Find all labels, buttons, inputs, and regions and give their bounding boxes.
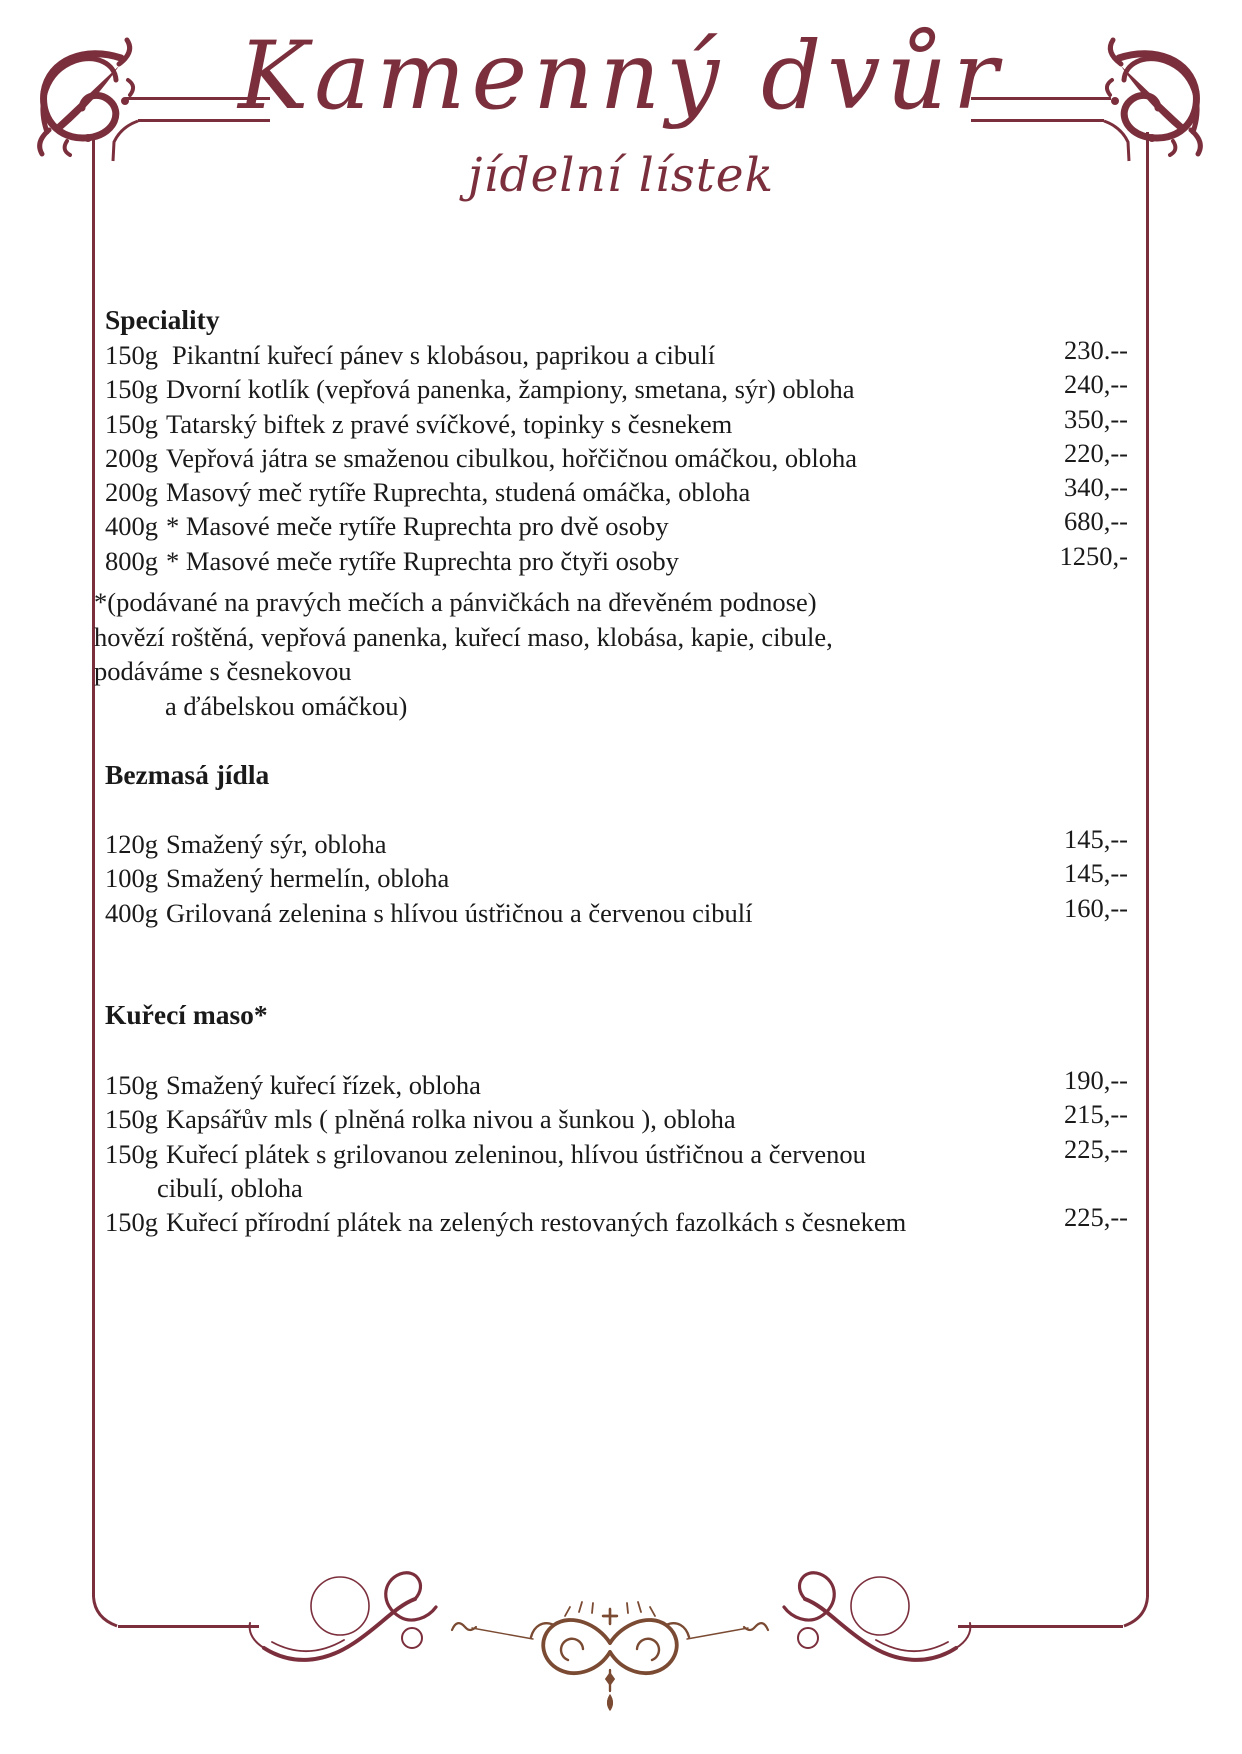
menu-item-row [92, 1099, 1136, 1136]
item-weight: 150g [105, 1104, 158, 1135]
menu-item-row [92, 858, 1136, 895]
item-name: Grilovaná zelenina s hlívou ústřičnou a červenou cibulí [166, 897, 753, 928]
item-weight: 150g [105, 1138, 158, 1169]
menu-item-row [92, 892, 1136, 930]
menu-item-row [92, 472, 1136, 509]
item-price: 680,-- [1063, 506, 1128, 537]
item-weight: 150g [105, 1207, 158, 1238]
section-heading: Kuřecí maso* [105, 999, 268, 1030]
restaurant-title: Kamenný dvůr [238, 22, 1004, 131]
item-weight: 150g [105, 340, 158, 370]
menu-item-row [92, 1133, 1136, 1171]
item-price: 225,-- [1063, 1133, 1128, 1164]
item-weight: 200g [105, 442, 158, 473]
menu-item-row [92, 824, 1136, 861]
menu-item-row [92, 540, 1136, 578]
bottom-flourish-left [250, 1573, 617, 1711]
note-line: *(podávané na pravých mečích a pánvičkách na dřevěném podnose) [94, 587, 817, 618]
section-bezmasa-jidla [92, 757, 1136, 930]
item-list [92, 1065, 1136, 1239]
menu-item-row [92, 335, 1136, 372]
item-name: Kuřecí přírodní plátek na zelených restovaných fazolkách s česnekem [166, 1207, 907, 1238]
item-name: Smažený sýr, obloha [166, 829, 387, 859]
item-price: 220,-- [1063, 437, 1128, 468]
item-price: 240,-- [1063, 369, 1128, 400]
section-kureci-maso [92, 997, 1136, 1239]
item-list [92, 824, 1136, 930]
menu-item-row [92, 506, 1136, 543]
section-notes [92, 585, 1136, 723]
note-line: a ďábelskou omáčkou) [165, 690, 408, 721]
item-weight: 400g [105, 511, 158, 542]
item-name-continuation: cibulí, obloha [157, 1172, 303, 1203]
menu-item-row [92, 369, 1136, 406]
menu-item-row [92, 1065, 1136, 1102]
item-weight: 200g [105, 477, 158, 508]
item-price: 230.-- [1063, 335, 1128, 365]
item-price: 340,-- [1063, 472, 1128, 503]
item-price: 160,-- [1063, 892, 1128, 923]
item-name: Pikantní kuřecí pánev s klobásou, paprikou a cibulí [172, 340, 716, 370]
item-weight: 800g [105, 545, 158, 576]
menu-item-row [92, 403, 1136, 441]
item-name: * Masové meče rytíře Ruprechta pro čtyři osoby [166, 545, 679, 576]
note-line: podáváme s česnekovou [94, 656, 352, 687]
item-price: 215,-- [1063, 1099, 1128, 1130]
item-price: 225,-- [1063, 1202, 1128, 1233]
item-price: 1250,- [1059, 540, 1128, 571]
menu-subtitle: jídelní lístek [467, 148, 775, 203]
item-list [92, 335, 1136, 578]
bottom-flourish-right [603, 1573, 970, 1711]
section-heading: Speciality [105, 304, 220, 335]
item-weight: 150g [105, 1070, 158, 1100]
corner-curve-bottom-right [1124, 1597, 1148, 1626]
note-line: hovězí roštěná, vepřová panenka, kuřecí maso, klobása, kapie, cibule, [94, 621, 833, 652]
menu-item-row [92, 1202, 1136, 1239]
item-name: Kapsářův mls ( plněná rolka nivou a šunkou ), obloha [166, 1104, 736, 1135]
item-name: Kuřecí plátek s grilovanou zeleninou, hlívou ústřičnou a červenou [166, 1138, 866, 1169]
item-price: 350,-- [1063, 403, 1128, 434]
corner-curve-bottom-left [94, 1597, 118, 1626]
item-name: Smažený hermelín, obloha [166, 863, 450, 894]
section-heading: Bezmasá jídla [105, 759, 270, 790]
item-weight: 120g [105, 829, 158, 859]
item-price: 145,-- [1063, 858, 1128, 889]
item-weight: 150g [105, 374, 158, 405]
item-name: Vepřová játra se smaženou cibulkou, hořčičnou omáčkou, obloha [166, 442, 857, 473]
item-name: Tatarský biftek z pravé svíčkové, topinky s česnekem [166, 408, 733, 439]
item-weight: 100g [105, 863, 158, 894]
item-name: Masový meč rytíře Ruprechta, studená omáčka, obloha [166, 477, 751, 508]
item-price: 145,-- [1063, 824, 1128, 854]
item-price: 190,-- [1063, 1065, 1128, 1095]
item-name: Dvorní kotlík (vepřová panenka, žampiony, smetana, sýr) obloha [166, 374, 855, 405]
menu-item-row [92, 437, 1136, 475]
section-speciality [92, 302, 1136, 723]
item-name: * Masové meče rytíře Ruprechta pro dvě osoby [166, 511, 669, 542]
item-name: Smažený kuřecí řízek, obloha [166, 1070, 481, 1100]
item-weight: 400g [105, 897, 158, 928]
item-weight: 150g [105, 408, 158, 439]
